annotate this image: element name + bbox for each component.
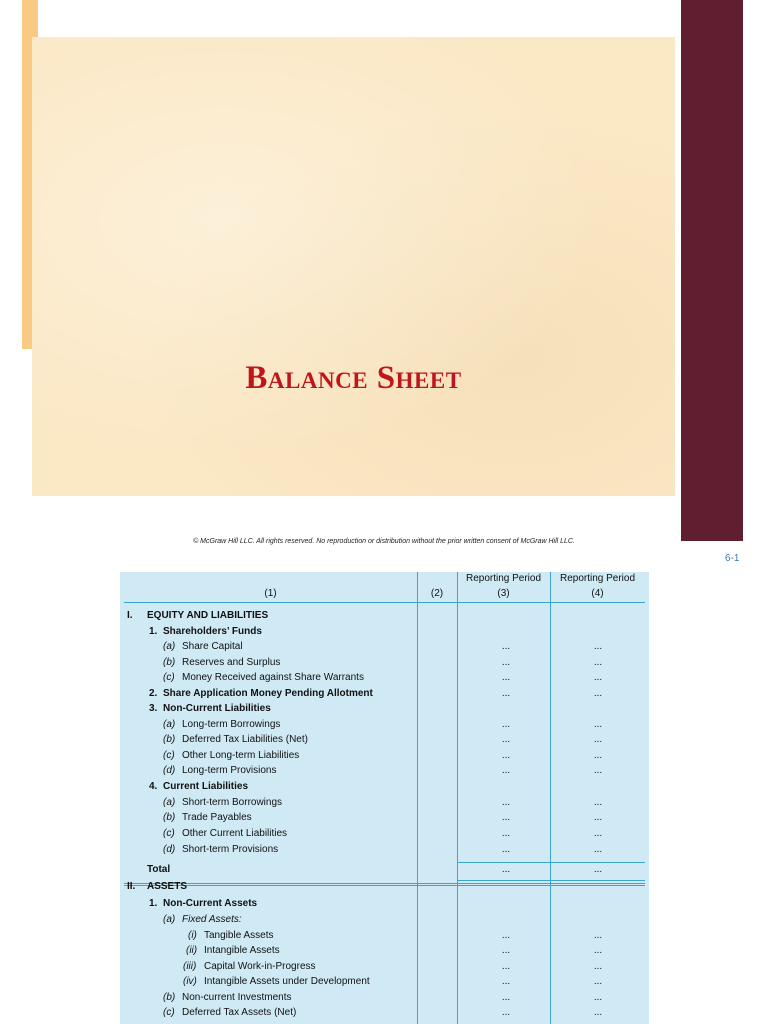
row-marker: (c) [163,750,175,761]
row-marker: (a) [163,641,176,652]
row-label: Capital Work-in-Progress [204,961,316,972]
row-label: Shareholders’ Funds [163,626,262,637]
total-rule [124,883,645,884]
row-marker: (c) [163,672,175,683]
dots-col3: ... [501,719,511,730]
dots-col3: ... [501,1007,511,1018]
dots-col4: ... [593,672,603,683]
row-label: Short-term Provisions [182,844,279,855]
row-label: Intangible Assets [204,945,280,956]
row-label: Non-Current Assets [163,898,258,909]
row-marker: (d) [163,844,176,855]
dots-col4: ... [593,1007,603,1018]
row-label: Non-current Investments [182,992,292,1003]
dots-col3: ... [501,812,511,823]
row-marker: (a) [163,719,176,730]
dots-col4: ... [593,719,603,730]
row-label: Intangible Assets under Development [204,976,370,987]
column-header-4-top: Reporting Period [559,573,636,584]
row-label: Current Liabilities [163,781,249,792]
row-label: Other Long-term Liabilities [182,750,300,761]
row-marker: (a) [163,797,176,808]
row-label: Deferred Tax Assets (Net) [182,1007,297,1018]
row-label: Share Capital [182,641,243,652]
total-rule [457,862,645,863]
dots-col3: ... [501,672,511,683]
column-rule [417,572,418,1024]
row-marker: (b) [163,992,176,1003]
column-header-1: (1) [264,588,277,599]
dots-col3: ... [501,992,511,1003]
dots-col3: ... [501,828,511,839]
dots-col4: ... [593,961,603,972]
dots-col4: ... [593,750,603,761]
dots-col4: ... [593,864,603,875]
dots-col4: ... [593,765,603,776]
parchment-panel [32,37,675,496]
copyright-notice: © McGraw Hill LLC. All rights reserved. No reproduction or distribution without the prior written consent of McGraw Hill LLC. [193,538,575,545]
dots-col4: ... [593,930,603,941]
row-label: Short-term Borrowings [182,797,283,808]
column-header-2: (2) [430,588,444,599]
row-label: Long-term Provisions [182,765,277,776]
column-header-3: (3) [497,588,510,599]
row-marker: (b) [163,734,176,745]
row-label: Reserves and Surplus [182,657,281,668]
row-marker: (iv) [183,976,197,987]
row-label: Other Current Liabilities [182,828,288,839]
row-label: Money Received against Share Warrants [182,672,364,683]
row-label: Long-term Borrowings [182,719,281,730]
row-marker: I. [127,610,133,621]
row-marker: II. [127,881,136,892]
dots-col4: ... [593,992,603,1003]
column-rule [550,572,551,1024]
row-marker: (iii) [183,961,197,972]
dots-col3: ... [501,734,511,745]
row-marker: (c) [163,828,175,839]
row-marker: (b) [163,812,176,823]
dots-col4: ... [593,657,603,668]
row-label: ASSETS [147,881,188,892]
slide-number: 6-1 [725,553,740,564]
dots-col4: ... [593,844,603,855]
row-marker: (a) [163,914,176,925]
dots-col4: ... [593,945,603,956]
row-marker: 1. [149,898,158,909]
row-marker: (d) [163,765,176,776]
dots-col3: ... [501,844,511,855]
row-marker: 4. [149,781,158,792]
column-header-3-top: Reporting Period [465,573,542,584]
column-rule [457,572,458,1024]
dots-col4: ... [593,976,603,987]
row-marker: 2. [149,688,158,699]
row-marker: (c) [163,1007,175,1018]
total-label: Total [147,864,171,875]
dots-col3: ... [501,765,511,776]
row-marker: (ii) [186,945,198,956]
row-label: Non-Current Liabilities [163,703,271,714]
row-marker: (b) [163,657,176,668]
header-rule [124,602,645,603]
slide-title: Balance Sheet [245,360,462,396]
row-label: Fixed Assets: [182,914,242,925]
accent-bar-right [681,0,743,541]
dots-col3: ... [501,961,511,972]
dots-col4: ... [593,688,603,699]
dots-col3: ... [501,945,511,956]
row-label: Share Application Money Pending Allotment [163,688,373,699]
dots-col3: ... [501,750,511,761]
row-label: Tangible Assets [204,930,274,941]
dots-col3: ... [501,657,511,668]
row-label: EQUITY AND LIABILITIES [147,610,269,621]
row-label: Trade Payables [182,812,252,823]
dots-col4: ... [593,734,603,745]
row-marker: 1. [149,626,158,637]
dots-col4: ... [593,812,603,823]
dots-col4: ... [593,828,603,839]
row-marker: (i) [188,930,197,941]
dots-col3: ... [501,797,511,808]
dots-col3: ... [501,930,511,941]
dots-col3: ... [501,688,511,699]
dots-col3: ... [501,976,511,987]
column-header-4: (4) [591,588,604,599]
dots-col4: ... [593,797,603,808]
row-marker: 3. [149,703,158,714]
dots-col3: ... [501,864,511,875]
balance-sheet-table [120,572,649,1024]
dots-col4: ... [593,641,603,652]
total-rule [124,885,645,886]
dots-col3: ... [501,641,511,652]
total-rule [457,880,645,881]
row-label: Deferred Tax Liabilities (Net) [182,734,308,745]
